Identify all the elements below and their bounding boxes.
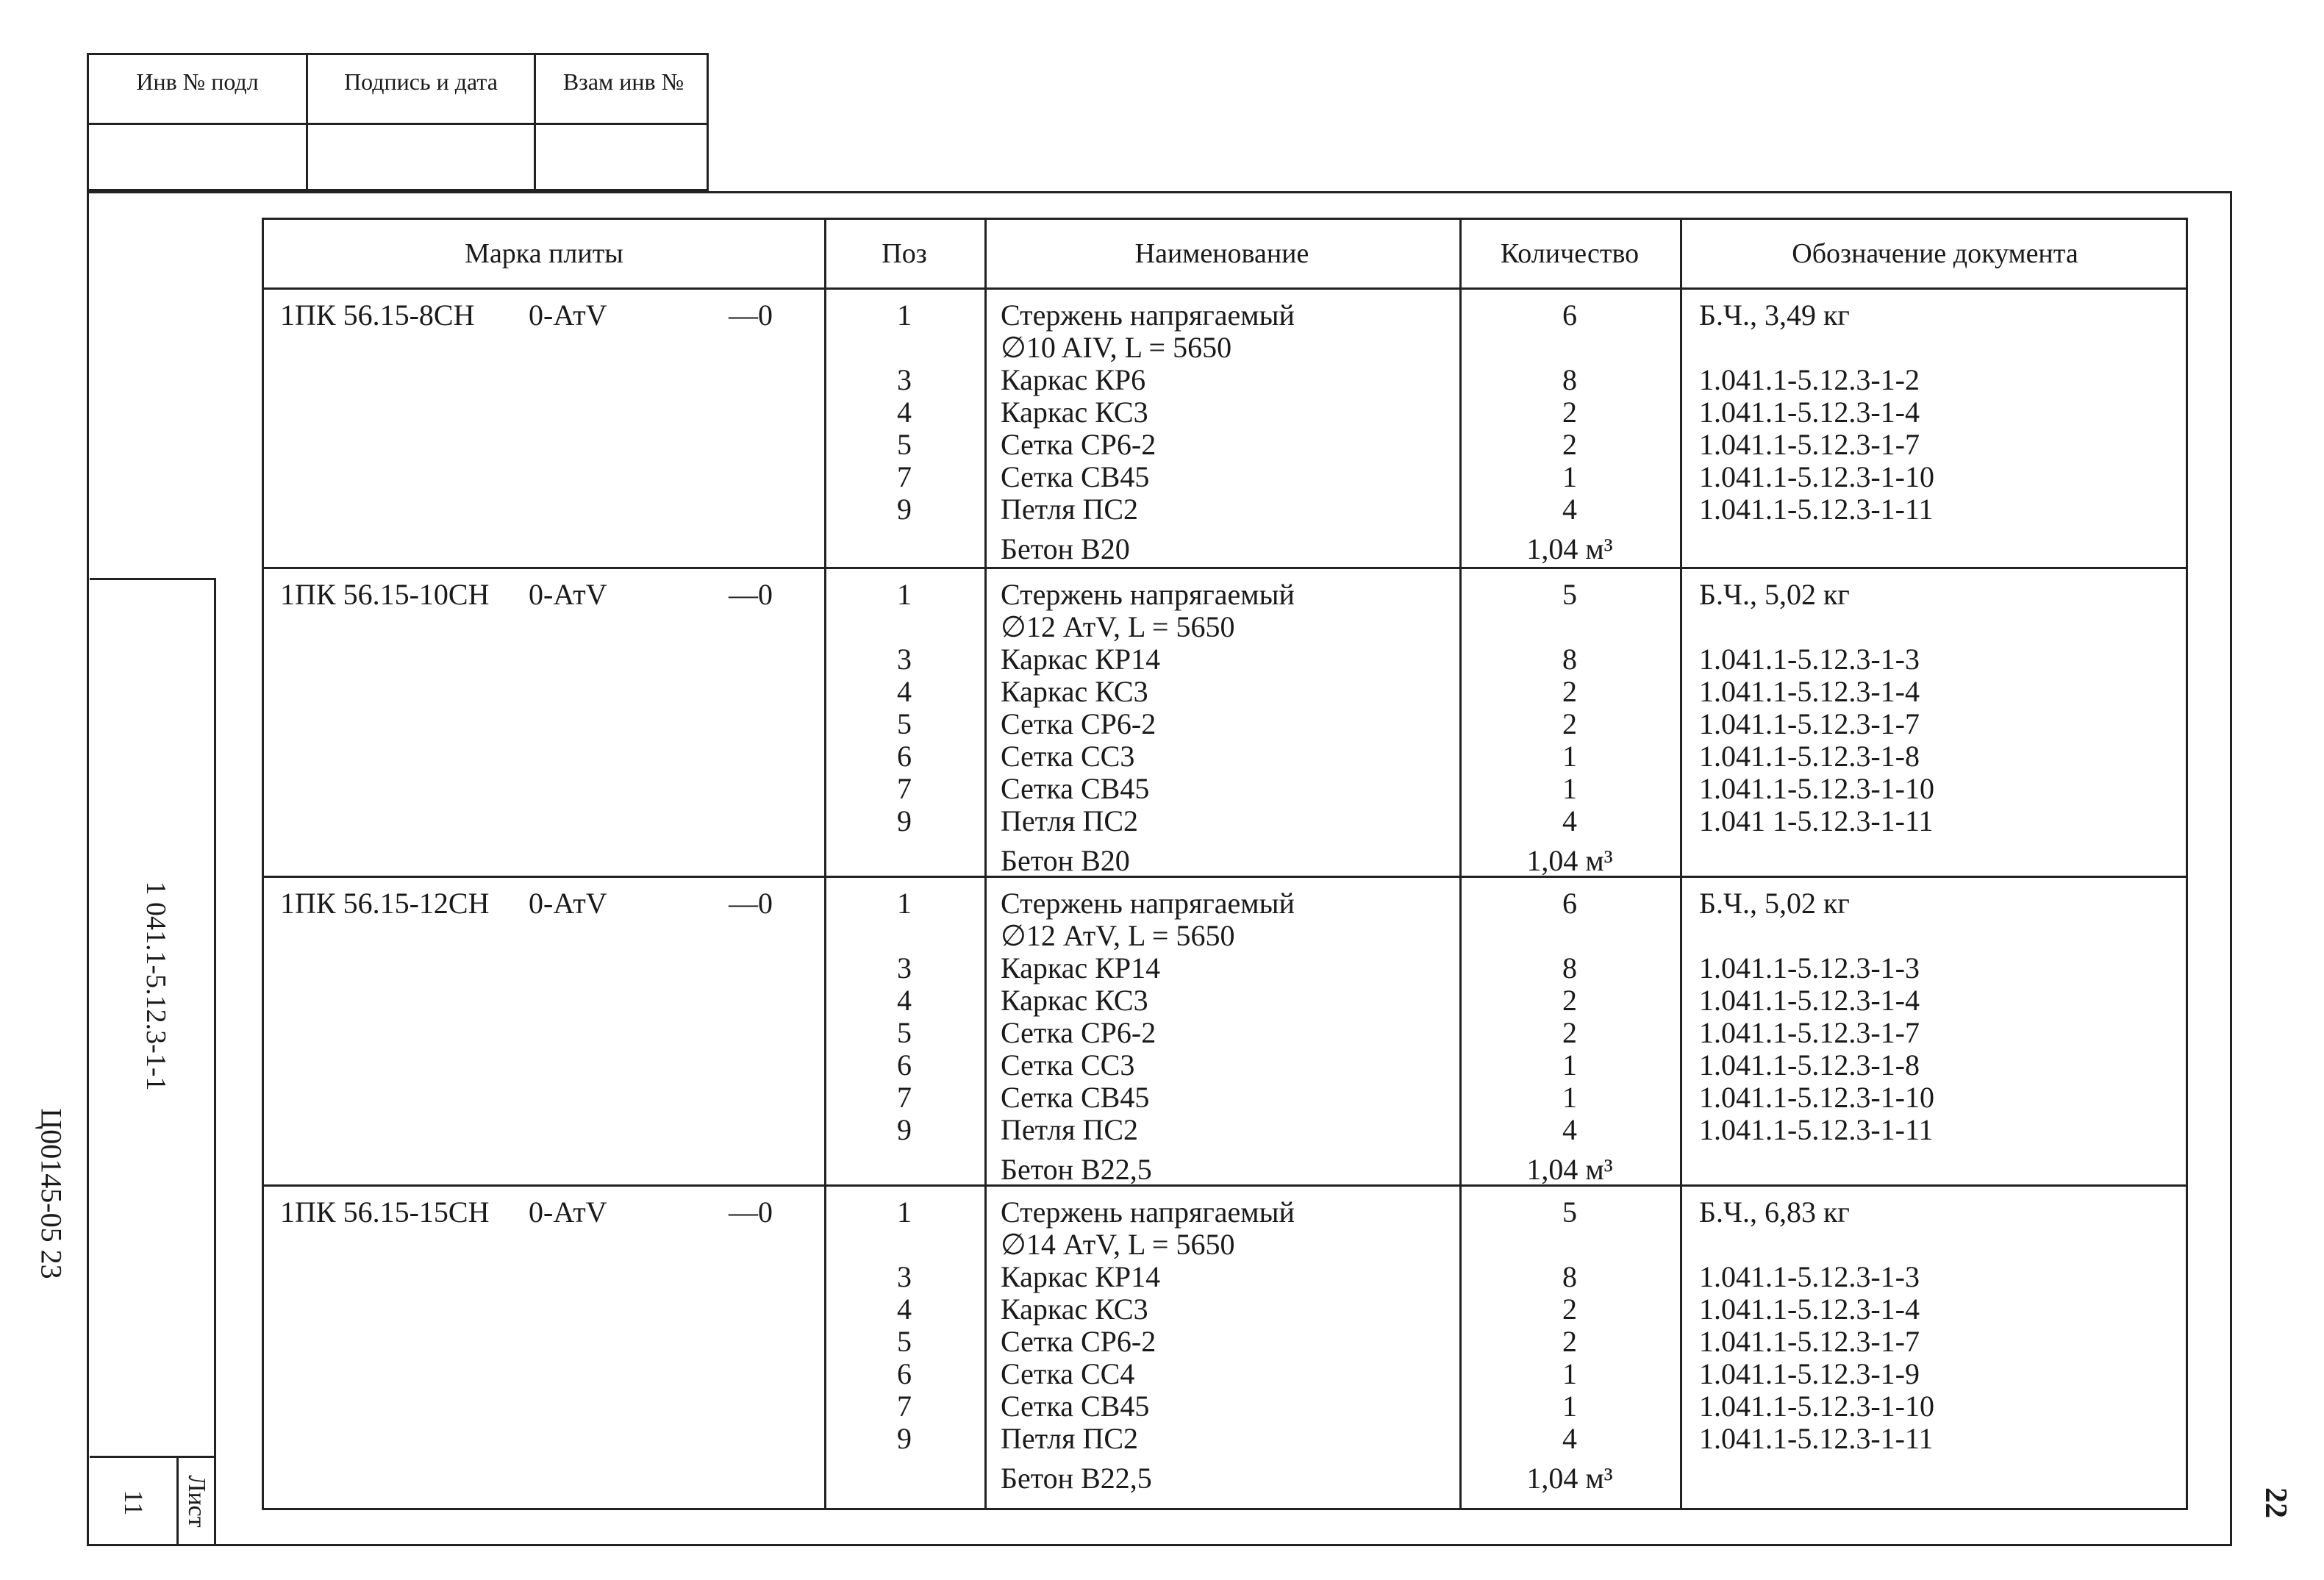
row-name: Стержень напрягаемый xyxy=(1001,578,1295,611)
row-position: 7 xyxy=(897,460,912,493)
row-quantity: 6 xyxy=(1562,299,1577,332)
row-document: Б.Ч., 5,02 кг xyxy=(1699,578,1850,611)
row-quantity: 2 xyxy=(1562,428,1577,461)
stamp-label-inv: Инв № подл xyxy=(136,68,259,95)
group-separator xyxy=(264,876,2186,878)
row-position: 7 xyxy=(897,1390,912,1423)
plate-steel-class: 0-АтV xyxy=(529,1195,607,1229)
row-document: 1.041.1-5.12.3-1-4 xyxy=(1699,984,1920,1017)
row-position: 1 xyxy=(897,887,912,920)
stamp-divider xyxy=(89,123,707,125)
row-document: 1.041.1-5.12.3-1-8 xyxy=(1699,740,1920,773)
row-name: Каркас КС3 xyxy=(1001,675,1148,708)
row-position: 5 xyxy=(897,428,912,461)
row-position: 9 xyxy=(897,493,912,526)
row-quantity: 4 xyxy=(1562,493,1577,526)
row-quantity: 8 xyxy=(1562,1260,1577,1293)
row-position: 9 xyxy=(897,1422,912,1455)
plate-mark-suffix: —0 xyxy=(729,578,773,611)
row-quantity: 1 xyxy=(1562,1081,1577,1114)
row-position: 4 xyxy=(897,675,912,708)
row-quantity: 5 xyxy=(1562,1195,1577,1229)
stamp-label-replace: Взам инв № xyxy=(562,68,684,95)
concrete-grade: Бетон В22,5 xyxy=(1001,1153,1152,1186)
plate-mark: 1ПК 56.15-12СН xyxy=(280,887,490,920)
stamp-col-inv xyxy=(89,55,308,189)
row-name-detail: ∅12 АтV, L = 5650 xyxy=(1001,919,1235,952)
concrete-grade: Бетон В20 xyxy=(1001,532,1130,565)
sheet-label: Лист xyxy=(183,1475,210,1528)
row-document: 1.041.1-5.12.3-1-4 xyxy=(1699,675,1920,708)
sheet-cell-divider xyxy=(176,1458,179,1546)
row-quantity: 2 xyxy=(1562,1016,1577,1049)
row-position: 5 xyxy=(897,1016,912,1049)
plate-steel-class: 0-АтV xyxy=(529,299,607,332)
plate-mark-suffix: —0 xyxy=(729,299,773,332)
row-document: 1.041.1-5.12.3-1-4 xyxy=(1699,396,1920,429)
row-position: 4 xyxy=(897,984,912,1017)
row-quantity: 5 xyxy=(1562,578,1577,611)
stamp-col-sign xyxy=(308,55,536,189)
row-name: Каркас КР14 xyxy=(1001,643,1161,676)
row-position: 3 xyxy=(897,1260,912,1293)
row-quantity: 2 xyxy=(1562,675,1577,708)
row-position: 9 xyxy=(897,804,912,837)
row-name: Петля ПС2 xyxy=(1001,1422,1139,1455)
row-name: Сетка СС3 xyxy=(1001,1048,1135,1082)
row-name: Стержень напрягаемый xyxy=(1001,887,1295,920)
specification-table xyxy=(262,218,2188,1510)
row-quantity: 8 xyxy=(1562,951,1577,984)
row-position: 5 xyxy=(897,1325,912,1358)
row-document: Б.Ч., 3,49 кг xyxy=(1699,299,1850,332)
group-separator xyxy=(264,1184,2186,1187)
series-code: Ц00145-05 23 xyxy=(35,1108,68,1279)
concrete-volume: 1,04 м³ xyxy=(1526,1462,1613,1495)
row-quantity: 1 xyxy=(1562,460,1577,493)
row-quantity: 1 xyxy=(1562,740,1577,773)
row-name: Стержень напрягаемый xyxy=(1001,299,1295,332)
plate-mark-suffix: —0 xyxy=(729,1195,773,1229)
row-position: 3 xyxy=(897,951,912,984)
row-position: 6 xyxy=(897,740,912,773)
group-separator xyxy=(264,567,2186,569)
row-name: Каркас КС3 xyxy=(1001,984,1148,1017)
row-document: Б.Ч., 6,83 кг xyxy=(1699,1195,1850,1229)
document-code: 1 041.1-5.12.3-1-1 xyxy=(140,881,171,1091)
row-name: Сетка СС3 xyxy=(1001,740,1135,773)
row-position: 9 xyxy=(897,1113,912,1146)
row-name-detail: ∅14 АтV, L = 5650 xyxy=(1001,1228,1235,1261)
row-document: 1.041.1-5.12.3-1-3 xyxy=(1699,643,1920,676)
row-position: 5 xyxy=(897,707,912,740)
row-position: 6 xyxy=(897,1357,912,1390)
row-position: 3 xyxy=(897,643,912,676)
concrete-volume: 1,04 м³ xyxy=(1526,1153,1613,1186)
row-name: Сетка СР6-2 xyxy=(1001,428,1156,461)
plate-mark: 1ПК 56.15-8СН xyxy=(280,299,475,332)
row-position: 4 xyxy=(897,1293,912,1326)
row-document: 1.041.1-5.12.3-1-7 xyxy=(1699,428,1920,461)
row-document: Б.Ч., 5,02 кг xyxy=(1699,887,1850,920)
row-name: Петля ПС2 xyxy=(1001,804,1139,837)
row-document: 1.041.1-5.12.3-1-8 xyxy=(1699,1048,1920,1082)
approval-stamp xyxy=(87,53,709,191)
row-quantity: 2 xyxy=(1562,1325,1577,1358)
row-name: Сетка СР6-2 xyxy=(1001,1325,1156,1358)
row-quantity: 4 xyxy=(1562,1113,1577,1146)
row-name: Сетка СС4 xyxy=(1001,1357,1135,1390)
row-name: Каркас КР14 xyxy=(1001,1260,1161,1293)
row-position: 7 xyxy=(897,1081,912,1114)
row-quantity: 1 xyxy=(1562,772,1577,805)
plate-steel-class: 0-АтV xyxy=(529,887,607,920)
row-quantity: 8 xyxy=(1562,643,1577,676)
row-name: Петля ПС2 xyxy=(1001,1113,1139,1146)
row-quantity: 2 xyxy=(1562,984,1577,1017)
header-qty: Количество xyxy=(1500,238,1640,269)
plate-mark: 1ПК 56.15-10СН xyxy=(280,578,490,611)
row-name-detail: ∅12 АтV, L = 5650 xyxy=(1001,610,1235,643)
row-quantity: 2 xyxy=(1562,1293,1577,1326)
stamp-col-replace xyxy=(536,55,711,189)
row-document: 1.041.1-5.12.3-1-10 xyxy=(1699,1081,1934,1114)
row-name: Каркас КР6 xyxy=(1001,363,1146,396)
col-sep-2 xyxy=(984,220,987,1508)
row-name: Петля ПС2 xyxy=(1001,493,1139,526)
row-quantity: 4 xyxy=(1562,804,1577,837)
row-document: 1.041.1-5.12.3-1-3 xyxy=(1699,951,1920,984)
row-document: 1.041.1-5.12.3-1-7 xyxy=(1699,1016,1920,1049)
concrete-volume: 1,04 м³ xyxy=(1526,532,1613,565)
concrete-volume: 1,04 м³ xyxy=(1526,844,1613,877)
concrete-grade: Бетон В20 xyxy=(1001,844,1130,877)
row-document: 1.041.1-5.12.3-1-10 xyxy=(1699,1390,1934,1423)
row-document: 1.041.1-5.12.3-1-10 xyxy=(1699,772,1934,805)
row-name: Сетка СВ45 xyxy=(1001,1081,1150,1114)
row-document: 1.041.1-5.12.3-1-4 xyxy=(1699,1293,1920,1326)
header-pos: Поз xyxy=(882,238,927,269)
header-separator xyxy=(264,287,2186,290)
concrete-grade: Бетон В22,5 xyxy=(1001,1462,1152,1495)
row-position: 1 xyxy=(897,1195,912,1229)
plate-steel-class: 0-АтV xyxy=(529,578,607,611)
header-mark: Марка плиты xyxy=(465,238,623,269)
left-margin-strip xyxy=(90,578,216,1546)
row-quantity: 2 xyxy=(1562,707,1577,740)
row-document: 1.041.1-5.12.3-1-2 xyxy=(1699,363,1920,396)
row-position: 1 xyxy=(897,299,912,332)
row-name: Каркас КС3 xyxy=(1001,396,1148,429)
row-document: 1.041.1-5.12.3-1-11 xyxy=(1699,1422,1934,1455)
plate-mark: 1ПК 56.15-15СН xyxy=(280,1195,490,1229)
row-position: 1 xyxy=(897,578,912,611)
stamp-label-sign: Подпись и дата xyxy=(344,68,498,95)
page-number: 22 xyxy=(2259,1487,2292,1518)
row-document: 1.041.1-5.12.3-1-10 xyxy=(1699,460,1934,493)
row-name: Сетка СВ45 xyxy=(1001,772,1150,805)
row-document: 1.041.1-5.12.3-1-7 xyxy=(1699,707,1920,740)
row-document: 1.041.1-5.12.3-1-7 xyxy=(1699,1325,1920,1358)
row-name: Сетка СВ45 xyxy=(1001,1390,1150,1423)
sheet-cell xyxy=(90,1456,214,1546)
row-quantity: 1 xyxy=(1562,1390,1577,1423)
row-position: 4 xyxy=(897,396,912,429)
row-quantity: 4 xyxy=(1562,1422,1577,1455)
row-document: 1.041.1-5.12.3-1-11 xyxy=(1699,493,1934,526)
row-name: Сетка СР6-2 xyxy=(1001,1016,1156,1049)
row-quantity: 1 xyxy=(1562,1048,1577,1082)
row-name: Каркас КР14 xyxy=(1001,951,1161,984)
row-document: 1.041.1-5.12.3-1-3 xyxy=(1699,1260,1920,1293)
row-position: 3 xyxy=(897,363,912,396)
plate-mark-suffix: —0 xyxy=(729,887,773,920)
row-quantity: 6 xyxy=(1562,887,1577,920)
row-name: Каркас КС3 xyxy=(1001,1293,1148,1326)
row-name: Стержень напрягаемый xyxy=(1001,1195,1295,1229)
row-name: Сетка СР6-2 xyxy=(1001,707,1156,740)
header-doc: Обозначение документа xyxy=(1792,238,2078,269)
col-sep-4 xyxy=(1680,220,1682,1508)
row-quantity: 8 xyxy=(1562,363,1577,396)
header-name: Наименование xyxy=(1134,238,1309,269)
row-name-detail: ∅10 AIV, L = 5650 xyxy=(1001,331,1232,364)
row-name: Сетка СВ45 xyxy=(1001,460,1150,493)
row-position: 6 xyxy=(897,1048,912,1082)
sheet-number: 11 xyxy=(119,1490,149,1516)
row-document: 1.041.1-5.12.3-1-9 xyxy=(1699,1357,1920,1390)
row-position: 7 xyxy=(897,772,912,805)
row-quantity: 2 xyxy=(1562,396,1577,429)
row-document: 1.041.1-5.12.3-1-11 xyxy=(1699,1113,1934,1146)
row-quantity: 1 xyxy=(1562,1357,1577,1390)
row-document: 1.041 1-5.12.3-1-11 xyxy=(1699,804,1934,837)
